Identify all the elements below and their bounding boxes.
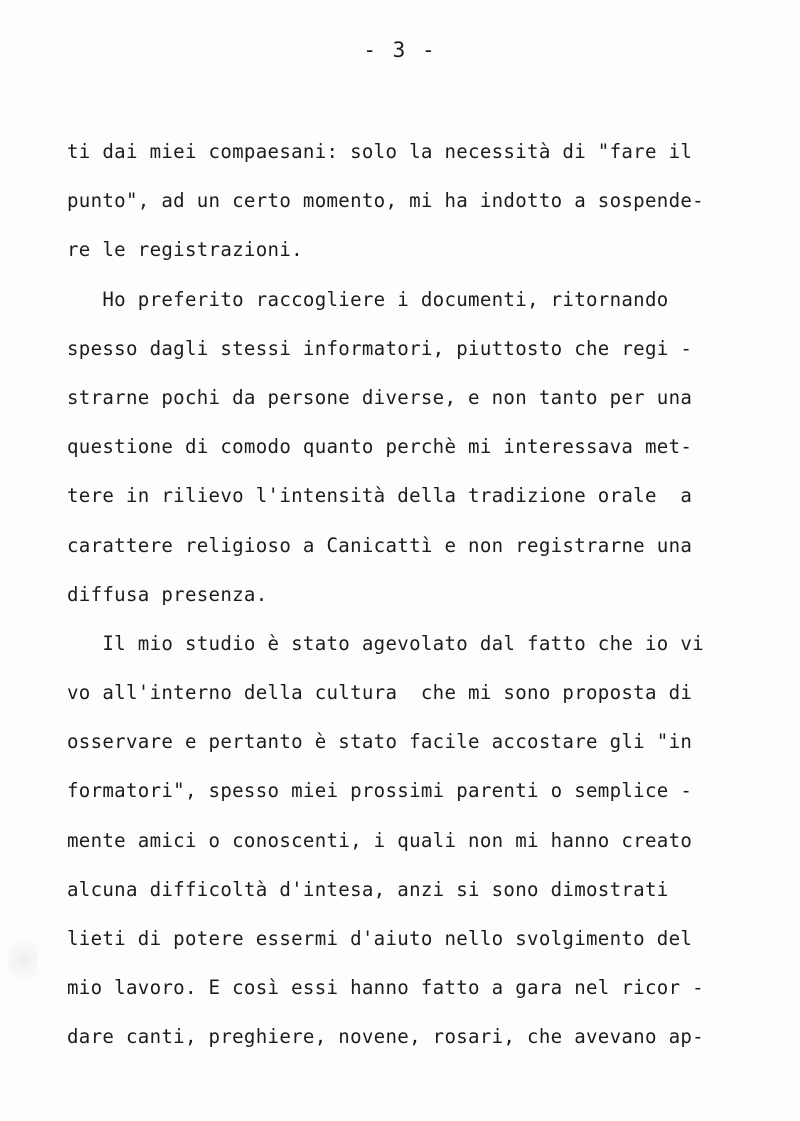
text-line: alcuna difficoltà d'intesa, anzi si sono dimostrati xyxy=(67,877,669,901)
text-line: Il mio studio è stato agevolato dal fatto che io vi xyxy=(67,631,704,655)
text-line: spesso dagli stessi informatori, piuttosto che regi - xyxy=(67,336,693,360)
text-line: questione di comodo quanto perchè mi interessava met- xyxy=(67,435,693,459)
text-line: dare canti, preghiere, novene, rosari, che avevano ap- xyxy=(67,1025,704,1049)
text-line: carattere religioso a Canicattì e non registrarne una xyxy=(67,533,693,557)
paper-smudge xyxy=(8,930,38,990)
text-line: mio lavoro. E così essi hanno fatto a gara nel ricor - xyxy=(67,976,704,1000)
text-line: mente amici o conoscenti, i quali non mi hanno creato xyxy=(67,828,693,852)
text-line: diffusa presenza. xyxy=(67,582,268,606)
text-line: lieti di potere essermi d'aiuto nello svolgimento del xyxy=(67,927,693,950)
text-line: Ho preferito raccogliere i documenti, ritornando xyxy=(67,287,669,311)
text-line: formatori", spesso miei prossimi parenti o semplice - xyxy=(67,779,693,803)
body-text xyxy=(67,131,747,1066)
text-line: ti dai miei compaesani: solo la necessità di "fare il xyxy=(67,140,693,163)
text-line: punto", ad un certo momento, mi ha indotto a sospende- xyxy=(67,189,704,213)
text-line: tere in rilievo l'intensità della tradizione orale a xyxy=(67,484,693,508)
text-line: vo all'interno della cultura che mi sono proposta di xyxy=(67,681,693,705)
text-line: strarne pochi da persone diverse, e non tanto per una xyxy=(67,385,693,409)
page-number: - 3 - xyxy=(363,38,437,62)
text-line: osservare e pertanto è stato facile accostare gli "in xyxy=(67,730,693,754)
text-line: re le registrazioni. xyxy=(67,238,303,262)
